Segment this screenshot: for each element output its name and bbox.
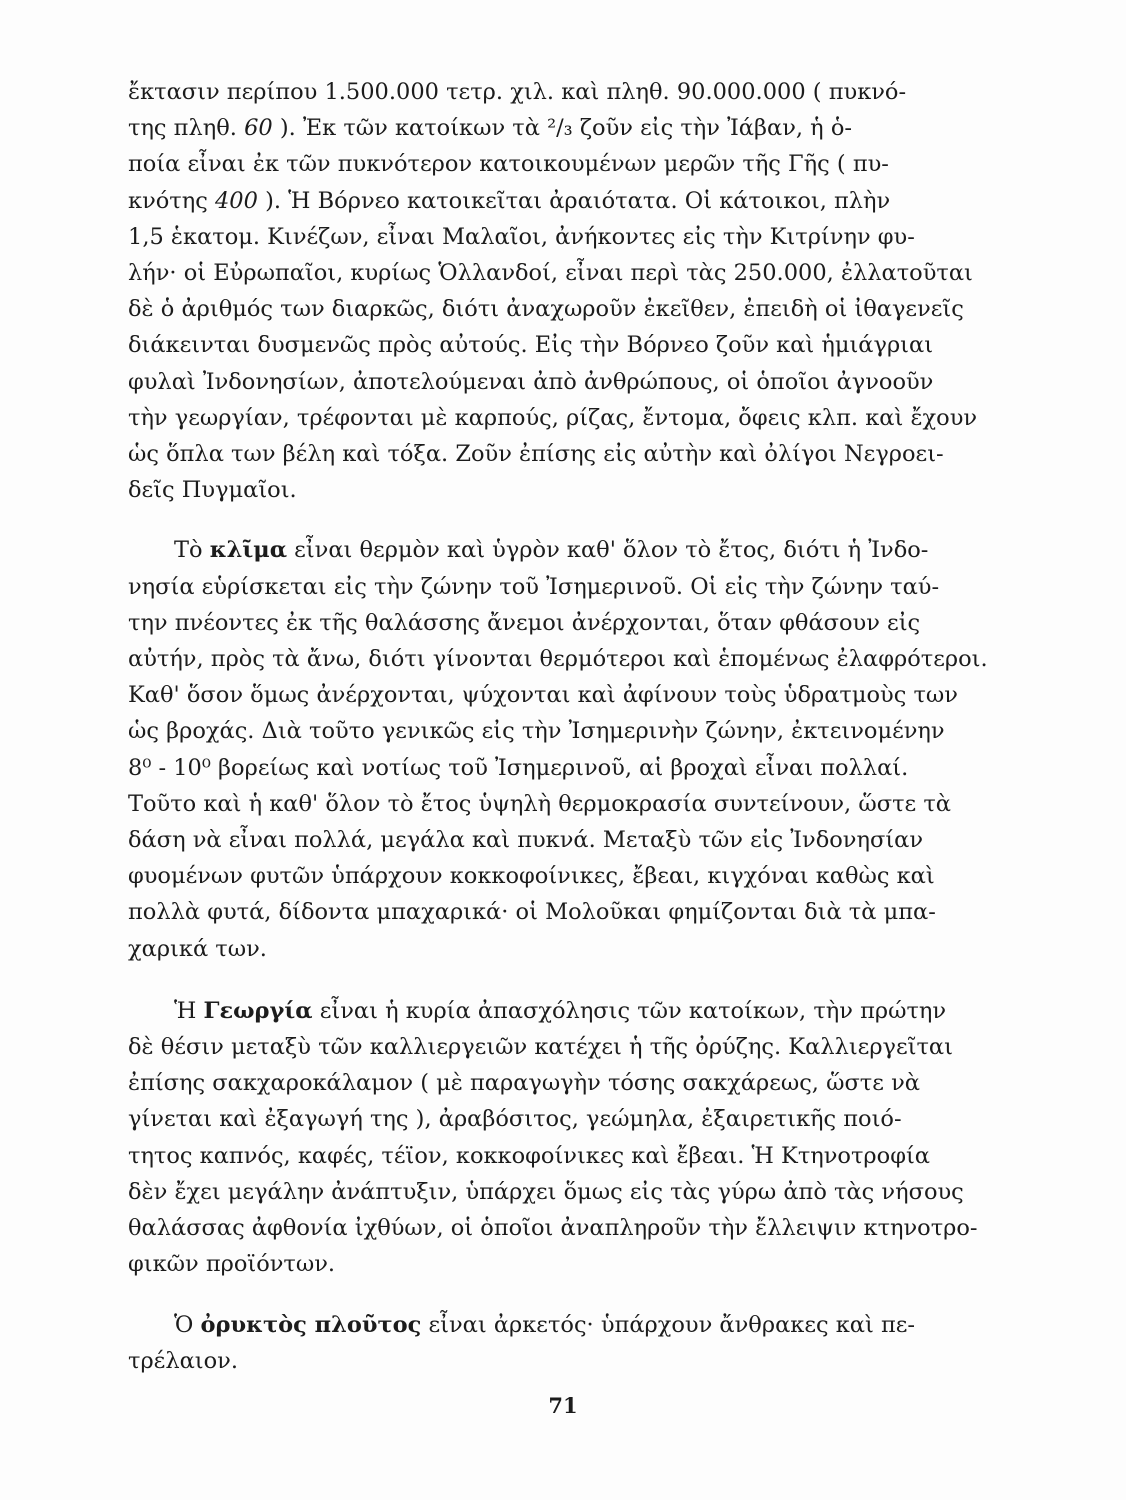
para3-lead: Ἡ <box>174 997 204 1024</box>
para2-text: εἶναι θερμὸν καὶ ὑγρὸν καθ' ὅλον τὸ ἔτος, διότι ἡ Ἰνδο- νησία εὑρίσκεται εἰς τὴν ζώνην τοῦ Ἰσημερινοῦ. Οἱ εἰς τὴν ζώνην ταύ- την πνέοντες ἐκ τῆς θαλάσσης ἄνεμοι ἀνέρχονται, ὅταν φθάσουν εἰς αὐτήν, πρὸς τὰ ἄνω, διότι γίνονται θερμότεροι καὶ ἑπομένως ἐλαφρότεροι. Καθ' ὅσον ὅμως ἀνέρχονται, ψύχονται καὶ ἀφίνουν τοὺς ὑδρατμοὺς των ὡς βροχάς. Διὰ τοῦτο γενικῶς εἰς τὴν Ἰσημερινὴν ζώνην, ἐκτεινομένην 8⁰ - 10⁰ βορείως καὶ νοτίως τοῦ Ἰσημερινοῦ, αἱ βροχαὶ εἶναι πολλαί. Τοῦτο καὶ ἡ καθ' ὅλον τὸ ἔτος ὑψηλὴ θερμοκρασία συντείνουν, ὥστε τὰ δάση νὰ εἶναι πολλά, μεγάλα καὶ πυκνά. Μεταξὺ τῶν εἰς Ἰνδονησίαν φυομένων φυτῶν ὑπάρχουν κοκκοφοίνικες, ἔβεαι, κιγχόναι καθὼς καὶ πολλὰ φυτά, δίδοντα μπαχαρικά· οἱ Μολοῦκαι φημίζονται διὰ τὰ μπα- χαρικά των. <box>128 537 988 962</box>
density-value: 400 <box>214 187 258 214</box>
paragraph-agriculture <box>128 993 994 1283</box>
paragraph-minerals <box>128 1307 994 1379</box>
para1-text-b: ). Ἐκ τῶν κατοίκων τὰ ²/₃ ζοῦν εἰς τὴν Ἰάβαν, ἡ ὁ- ποία εἶναι ἐκ τῶν πυκνότερον κατοικουμένων μερῶν τῆς Γῆς ( πυ- κνότης <box>128 115 889 214</box>
density-java-value: 60 <box>244 115 273 142</box>
paragraph-population <box>128 74 994 508</box>
para1-text-c: ). Ἡ Βόρνεο κατοικεῖται ἀραιότατα. Οἱ κάτοικοι, πλὴν 1,5 ἑκατομ. Κινέζων, εἶναι Μαλαῖοι, ἀνήκοντες εἰς τὴν Κιτρίνην φυ- λήν· οἱ Εὐρωπαῖοι, κυρίως Ὁλλανδοί, εἶναι περὶ τὰς 250.000, ἐλλατοῦται δὲ ὁ ἀριθμός των διαρκῶς, διότι ἀναχωροῦν ἐκεῖθεν, ἐπειδὴ οἱ ἰθαγενεῖς διάκεινται δυσμενῶς πρὸς αὐτούς. Εἰς τὴν Βόρνεο ζοῦν καὶ ἡμιάγριαι φυλαὶ Ἰνδονησίων, ἀποτελούμεναι ἀπὸ ἀνθρώπους, οἱ ὁποῖοι ἀγνοοῦν τὴν γεωργίαν, τρέφονται μὲ καρπούς, ρίζας, ἔντομα, ὄφεις κλπ. καὶ ἔχουν ὡς ὅπλα των βέλη καὶ τόξα. Ζοῦν ἐπίσης εἰς αὐτὴν καὶ ὀλίγοι Νεγροει- δεῖς Πυγμαῖοι. <box>128 187 978 504</box>
para4-text: εἶναι ἀρκετός· ὑπάρχουν ἄνθρακες καὶ πε- τρέλαιον. <box>128 1311 916 1374</box>
paragraph-climate <box>128 532 994 966</box>
para3-text: εἶναι ἡ κυρία ἀπασχόλησις τῶν κατοίκων, τὴν πρώτην δὲ θέσιν μεταξὺ τῶν καλλιεργειῶν κατέχει ἡ τῆς ὀρύζης. Καλλιεργεῖται ἐπίσης σακχαροκάλαμον ( μὲ παραγωγὴν τόσης σακχάρεως, ὥστε νὰ γίνεται καὶ ἐξαγωγή της ), ἀραβόσιτος, γεώμηλα, ἐξαιρετικῆς ποιό- τητος καπνός, καφές, τέϊον, κοκκοφοίνικες καὶ ἔβεαι. Ἡ Κτηνοτροφία δὲν ἔχει μεγάλην ἀνάπτυξιν, ὑπάρχει ὅμως εἰς τὰς γύρω ἀπὸ τὰς νήσους θαλάσσας ἀφθονία ἰχθύων, οἱ ὁποῖοι ἀναπληροῦν τὴν ἔλλειψιν κτηνοτρο- φικῶν προϊόντων. <box>128 997 978 1278</box>
agriculture-heading: Γεωργία <box>203 997 313 1024</box>
minerals-heading: ὀρυκτὸς πλοῦτος <box>200 1311 422 1338</box>
page-number: 71 <box>548 1393 578 1418</box>
para1-text-a: ἔκτασιν περίπου 1.500.000 τετρ. χιλ. καὶ πληθ. 90.000.000 ( πυκνό- της πληθ. <box>128 79 907 142</box>
body-text <box>128 74 994 1379</box>
climate-heading: κλῖμα <box>209 537 288 564</box>
para2-lead: Τὸ <box>174 537 210 564</box>
para4-lead: Ὁ <box>174 1311 201 1338</box>
